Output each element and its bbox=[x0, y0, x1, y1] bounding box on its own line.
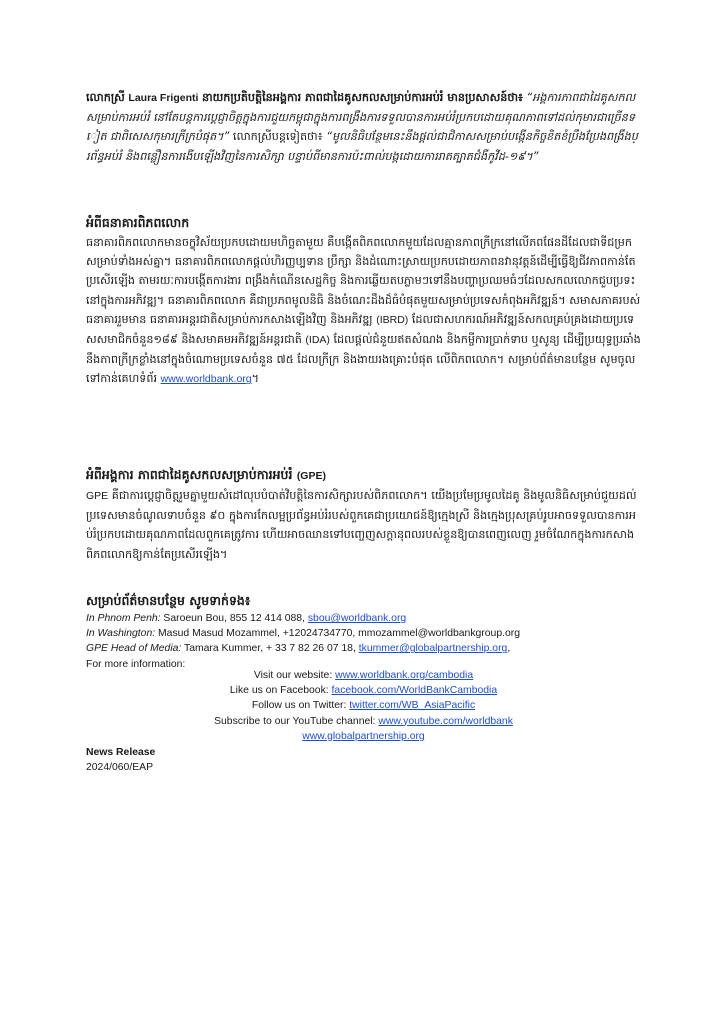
world-bank-body-end: ដែលផ្តល់ជំនួយឥតសំណង និងកម្ចីការប្រាក់ទាប ឬសូន្យ ដើម្បីប្រយុទ្ធប្រឆាំងនឹងភាពក្រីក្រខ្លាំងនៅក្នុងចំណោមប្រទេសចំនួន ៧៥ ដែលក្រីក្រ និងងាយរងគ្រោះបំផុត លើពិភពលោក។ សម្រាប់ព័ត៌មានបន្ថែម សូមចូលទៅកាន់គេហទំព័រ bbox=[86, 333, 641, 386]
worldbank-link[interactable]: www.worldbank.org bbox=[160, 373, 252, 386]
quote-text-1: “អង្គការភាពជាដៃគូសកលសម្រាប់ការអប់រំ នៅតែបន្តការប្តេជ្ញាចិត្តក្នុងការជួយកម្ពុជាក្នុងការពង្រឹងការទទួលបានការអប់រំប្រកបដោយគុណភាពទៅដល់កុមារជាច្រើនទៀត ជាពិសេសកុមារក្រីក្របំផុត។” bbox=[86, 91, 636, 144]
links-list bbox=[86, 668, 641, 744]
gpe-body: គឺជាការប្តេជ្ញាចិត្តរួមគ្នាមួយសំដៅលុបបំបាត់វិបត្តិនៃការសិក្សារបស់ពិភពលោក។ យើងប្រមែប្រមូលដៃគូ និងមូលនិធិសម្រាប់ជួយដល់ប្រទេសមានចំណូលទាបចំនួន ៩០ ក្នុងការកែលម្អប្រព័ន្ធអប់រំរបស់ពួកគេជាប្រយោជន៍ឱ្យក្មេងស្រី និងក្មេងប្រុសគ្រប់រូបអាចទទួលបានការអប់រំប្រកបដោយគុណភាពដែលពួកគេត្រូវការ ហើយអាចឈានទៅបញ្ចេញសក្តានុពលរបស់ខ្លួនឱ្យបានពេញលេញ រួមចំណែកក្នុងការកសាងពិភពលោកឱ្យកាន់តែប្រសើរឡើង។ bbox=[86, 489, 637, 561]
contact-phnom-penh bbox=[86, 611, 641, 626]
facebook-row bbox=[86, 683, 641, 698]
ibrd-abbr: (IBRD) bbox=[376, 313, 409, 326]
twitter-link[interactable]: twitter.com/WB_AsiaPacific bbox=[349, 700, 476, 712]
website-row bbox=[86, 668, 641, 683]
gpe-paragraph bbox=[86, 486, 641, 564]
contact-washington bbox=[86, 626, 641, 641]
twitter-row bbox=[86, 698, 641, 713]
gpe-media-text: Tamara Kummer, + 33 7 82 26 07 18, bbox=[184, 643, 356, 655]
news-release bbox=[86, 745, 155, 775]
speaker-name: Laura Frigenti bbox=[128, 92, 199, 104]
facebook-label: Like us on Facebook: bbox=[229, 685, 329, 697]
gpe-media-label: GPE Head of Media: bbox=[86, 643, 182, 655]
world-bank-tail: ។ bbox=[251, 372, 259, 386]
more-info-label: For more information: bbox=[86, 658, 186, 670]
news-release-number: 2024/060/EAP bbox=[86, 762, 154, 774]
world-bank-section bbox=[86, 213, 641, 390]
ida-abbr: (IDA) bbox=[305, 334, 330, 347]
website-link[interactable]: www.worldbank.org/cambodia bbox=[335, 670, 474, 681]
news-release-title: News Release bbox=[86, 747, 156, 758]
washington-label: In Washington: bbox=[86, 628, 156, 640]
phnom-penh-text: Saroeun Bou, 855 12 414 088, bbox=[163, 613, 305, 624]
contact-list bbox=[86, 611, 641, 672]
quote-block bbox=[86, 88, 641, 166]
world-bank-paragraph bbox=[86, 233, 641, 390]
phnom-penh-label: In Phnom Penh: bbox=[86, 613, 161, 624]
quote-connector: លោកស្រីបន្តទៀតថា៖ bbox=[232, 130, 323, 144]
world-bank-heading: អំពីធនាគារពិភពលោក bbox=[86, 215, 190, 230]
quote-paragraph bbox=[86, 88, 641, 166]
contact-heading: សម្រាប់ព័ត៌មានបន្ថែម សូមទាក់ទង៖ bbox=[86, 593, 251, 608]
youtube-link[interactable]: www.youtube.com/worldbank bbox=[378, 715, 513, 727]
contact-gpe-media bbox=[86, 641, 641, 656]
gpe-section bbox=[86, 465, 641, 564]
speaker-role: នាយកប្រតិបត្តិនៃអង្គការ ភាពជាដៃគូសកលសម្រាប់ការអប់រំ មានប្រសាសន៍ថា៖ bbox=[201, 91, 523, 104]
quote-text-2: “មូលនិធិបន្ថែមនេះនឹងផ្តល់ជាជិកាសសម្រាប់បង្កើនកិច្ចខិតខំប្រឹងប្រែងពង្រឹងប្រព័ន្ធអប់រំ និងពន្លឿនការងើបឡើងវិញនៃការសិក្សា បន្ទាប់ពីមានការប៉ះពាល់បង្កដោយការរាតត្បាតជំងឺកូវីដ-១៩។” bbox=[86, 130, 638, 163]
phnom-penh-email-link[interactable]: sbou@worldbank.org bbox=[307, 613, 407, 624]
world-bank-body: ធនាគារពិភពលោកមានចក្ខុវិស័យប្រកបដោយមហិច្ឆតាមួយ គឺបង្កើតពិភពលោកមួយដែលគ្មានភាពក្រីក្រនៅលើភពផែនដីដែលជាទីជម្រកសម្រាប់ទាំងអស់គ្នា។ ធនាគារពិភពលោកផ្តល់ហិរញ្ញប្បទាន ប្រឹក្សា និងដំណោះស្រាយប្រកបដោយភាពនវានុវត្តន៍ដើម្បីធ្វើឱ្យជីវភាពកាន់តែប្រសើរឡើង តាមរយៈការបង្កើតការងារ ពង្រឹងកំណើនសេដ្ឋកិច្ច និងការឆ្លើយតបភ្លាមៗទៅនឹងបញ្ហាប្រឈមធំៗដែលសកលលោកជួបប្រទះនៅក្នុងការអភិវឌ្ឍ។ ធនាគារពិភពលោក គឺជាប្រភពមូលនិធិ និងចំណេះដឹងដ៏ធំបំផុតមួយសម្រាប់ប្រទេសកំពុងអភិវឌ្ឍន៍។ សមាសភាគរបស់ធនាគាររួមមាន ធនាគារអន្តរជាតិសម្រាប់ការកសាងឡើងវិញ និងអភិវឌ្ឍ bbox=[86, 236, 641, 326]
gpe-media-email-link[interactable]: tkummer@globalpartnership.org bbox=[358, 643, 508, 655]
contact-section bbox=[86, 591, 641, 672]
youtube-row bbox=[86, 714, 641, 729]
gpe-abbr: GPE bbox=[86, 490, 109, 502]
gpe-website-link[interactable]: www.globalpartnership.org bbox=[302, 730, 425, 742]
gpe-media-tail: , bbox=[507, 643, 511, 655]
speaker-prefix: លោកស្រី bbox=[86, 91, 125, 104]
facebook-link[interactable]: facebook.com/WorldBankCambodia bbox=[331, 685, 498, 697]
gpe-website-row bbox=[86, 729, 641, 744]
youtube-label: Subscribe to our YouTube channel: bbox=[214, 715, 376, 727]
gpe-heading bbox=[86, 465, 641, 486]
twitter-label: Follow us on Twitter: bbox=[251, 700, 347, 712]
website-label: Visit our website: bbox=[253, 670, 333, 681]
gpe-heading-abbr: (GPE) bbox=[296, 470, 326, 482]
washington-text: Masud Masud Mozammel, +12024734770, mmozammel@worldbankgroup.org bbox=[158, 628, 521, 640]
world-bank-body-mid: ដែលជាសហករណ៍អភិវឌ្ឍន៍សកលគ្រប់គ្រងដោយប្រទេសសមាជិកចំនួន១៨៩ និងសមាគមអភិវឌ្ឍន៍អន្តរជាតិ bbox=[86, 312, 635, 347]
gpe-heading-text: អំពីអង្គការ ភាពជាដៃគូសកលសម្រាប់ការអប់រំ bbox=[86, 467, 293, 482]
